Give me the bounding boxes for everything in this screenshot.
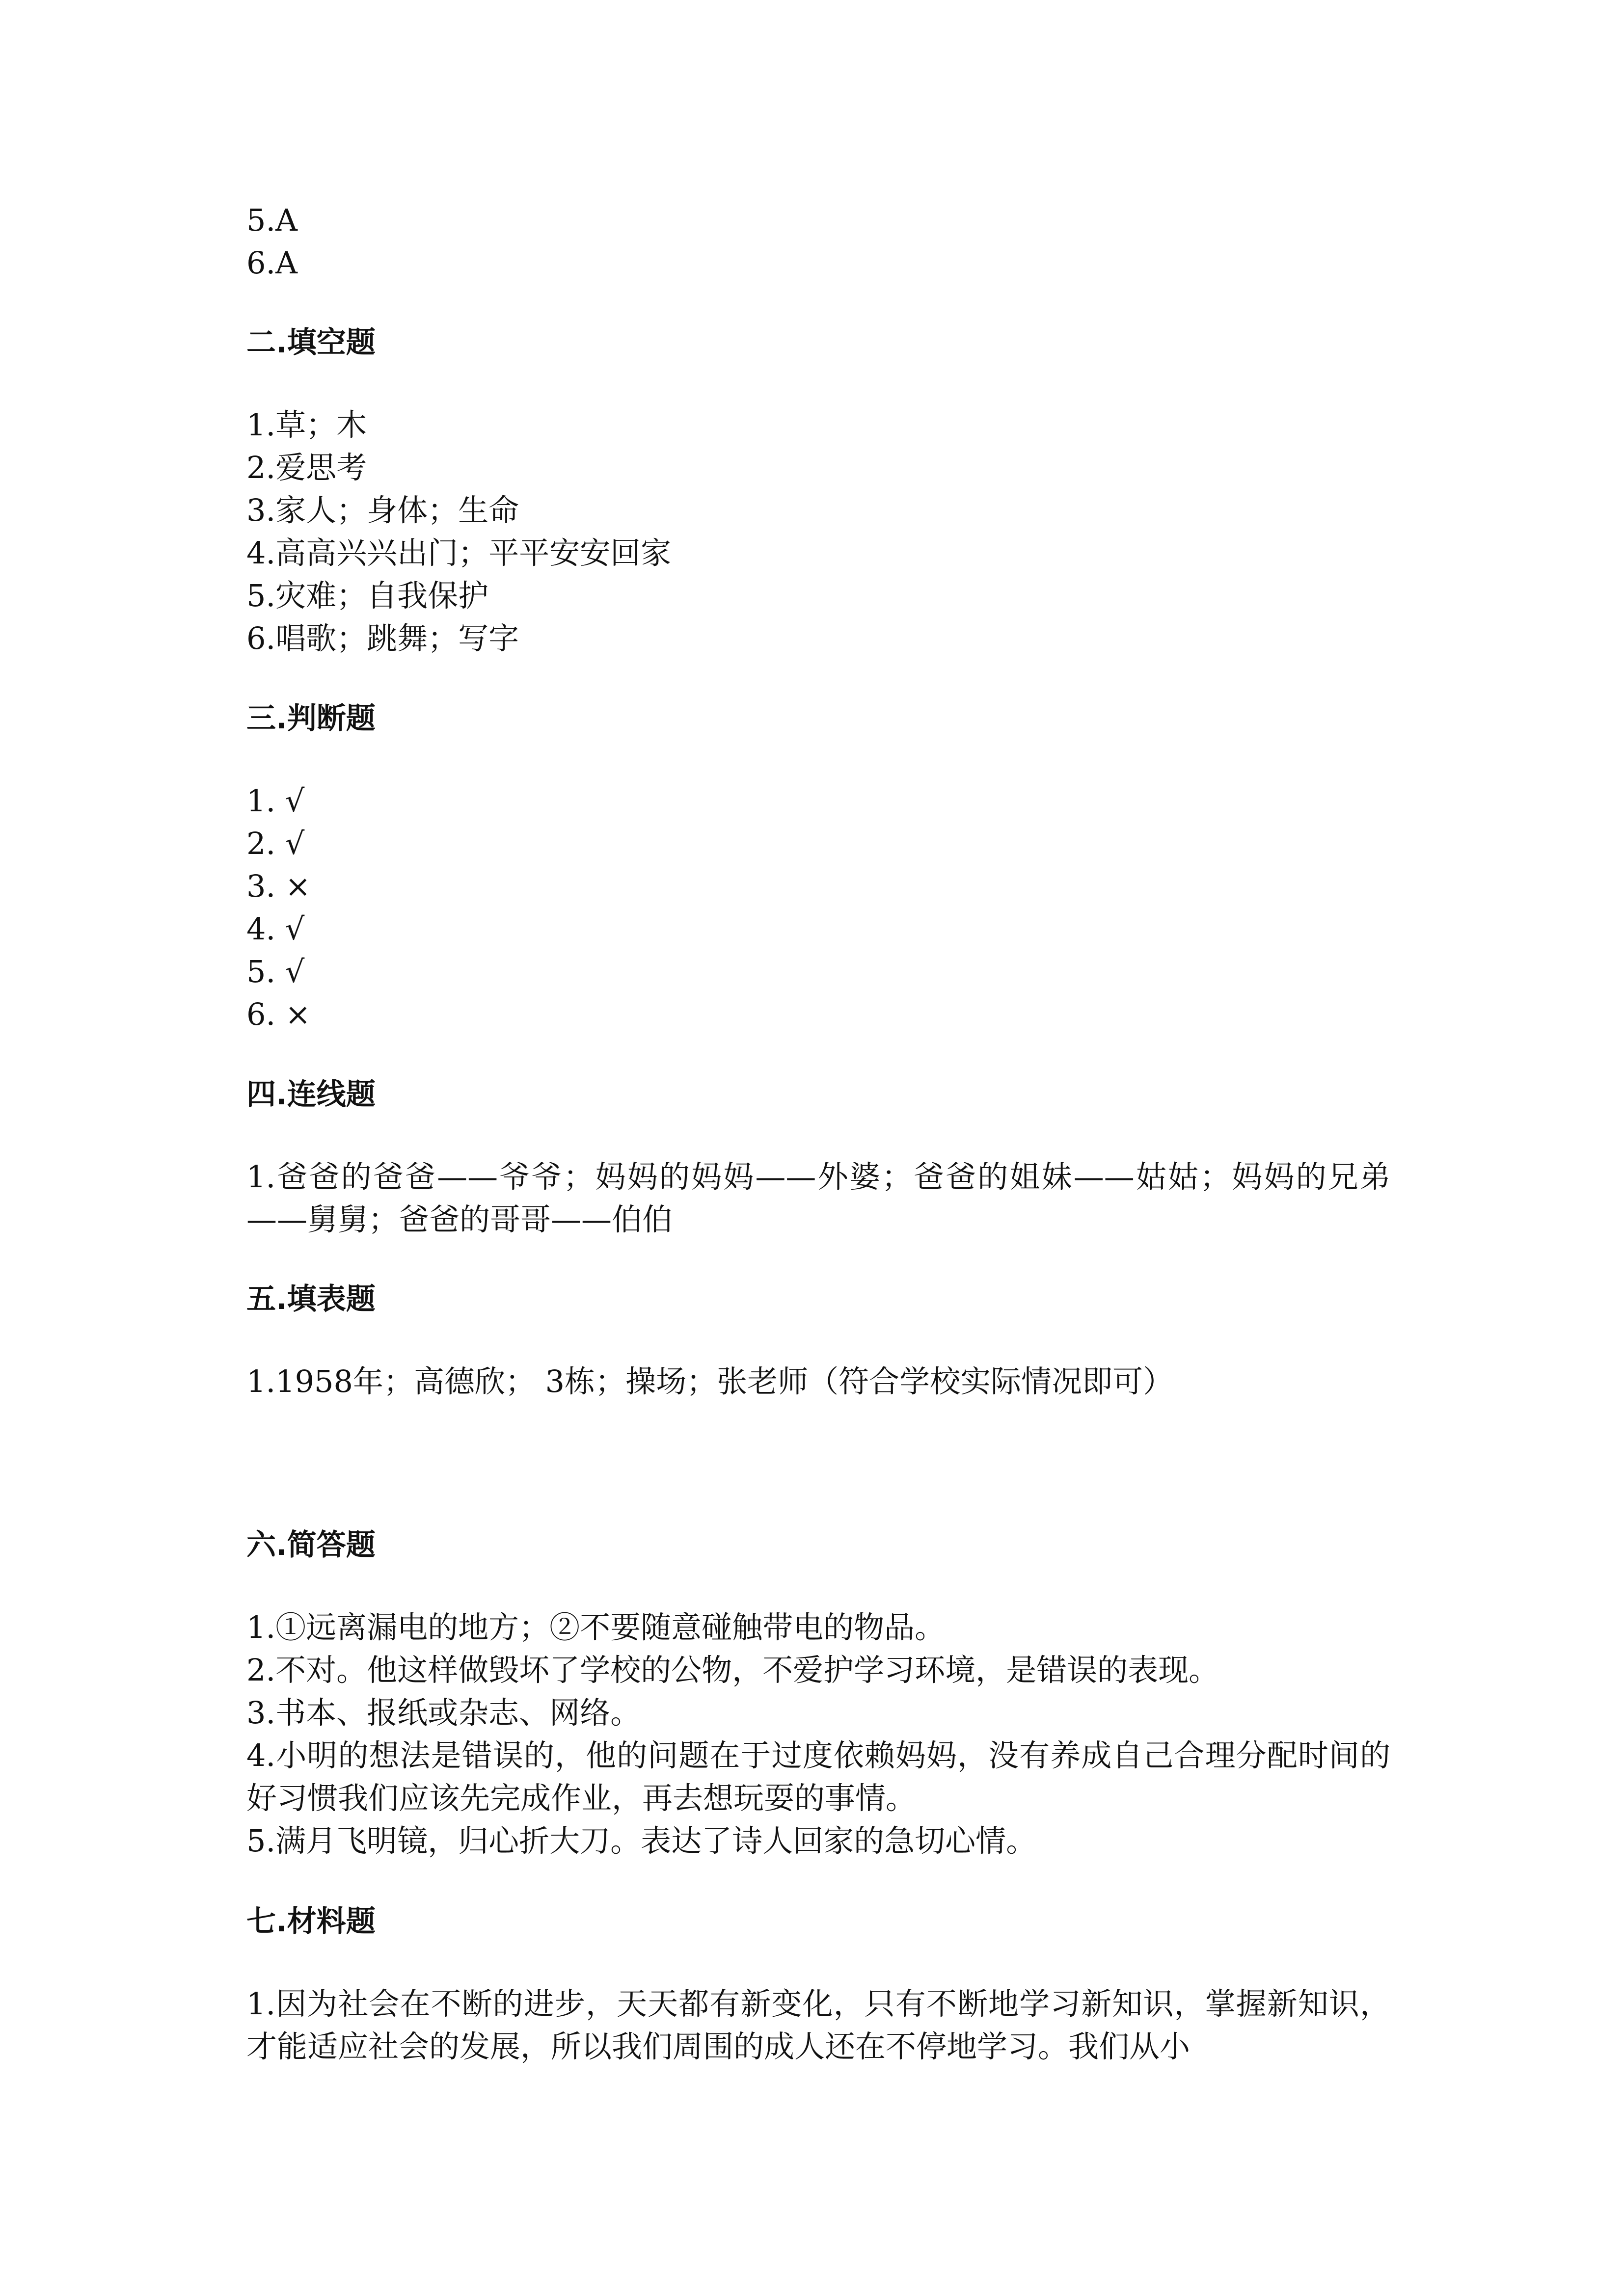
section-heading: 四.连线题 — [246, 1077, 376, 1112]
answer-line: 1. √ — [246, 783, 305, 819]
section-heading: 六.简答题 — [246, 1528, 376, 1562]
section-heading: 五.填表题 — [246, 1282, 376, 1316]
answer-paragraph: 1.因为社会在不断的进步，天天都有新变化，只有不断地学习新知识，掌握新知识，才能适应社会的发展，所以我们周围的成人还在不停地学习。我们从小 — [246, 1986, 1390, 2064]
answer-line: 4. √ — [246, 911, 305, 947]
answer-line: 3.书本、报纸或杂志、网络。 — [246, 1695, 641, 1731]
answer-line: 6. × — [246, 996, 311, 1032]
answer-line: 1.草；木 — [246, 407, 367, 443]
answer-line: 2.不对。他这样做毁坏了学校的公物，不爱护学习环境，是错误的表现。 — [246, 1652, 1219, 1688]
answer-line: 6.唱歌；跳舞；写字 — [246, 620, 519, 656]
section-heading: 三.判断题 — [246, 701, 376, 736]
answer-line: 2.爱思考 — [246, 450, 367, 485]
section-heading: 七.材料题 — [246, 1904, 376, 1939]
answer-line: 5.满月飞明镜，归心折大刀。表达了诗人回家的急切心情。 — [246, 1823, 1037, 1859]
answer-line: 3. × — [246, 868, 311, 904]
answer-line: 3.家人；身体；生命 — [246, 492, 519, 528]
answer-paragraph: 1.爸爸的爸爸——爷爷；妈妈的妈妈——外婆；爸爸的姐妹——姑姑；妈妈的兄弟——舅舅；爸爸的哥哥——伯伯 — [246, 1159, 1390, 1237]
answer-line: 1.①远离漏电的地方；②不要随意碰触带电的物品。 — [246, 1609, 946, 1645]
answer-line: 5.灾难；自我保护 — [246, 578, 489, 614]
section-heading: 二.填空题 — [246, 325, 376, 360]
answer-line: 6.A — [246, 245, 298, 281]
answer-line: 5.A — [246, 202, 298, 238]
answer-line: 4.高高兴兴出门；平平安安回家 — [246, 535, 672, 571]
answer-line: 5. √ — [246, 954, 305, 989]
answer-line: 2. √ — [246, 826, 305, 861]
answer-line: 1.1958年；高德欣； 3栋；操场；张老师（符合学校实际情况即可） — [246, 1363, 1174, 1399]
answer-paragraph: 4.小明的想法是错误的，他的问题在于过度依赖妈妈，没有养成自己合理分配时间的好习惯我们应该先完成作业，再去想玩耍的事情。 — [246, 1737, 1390, 1816]
